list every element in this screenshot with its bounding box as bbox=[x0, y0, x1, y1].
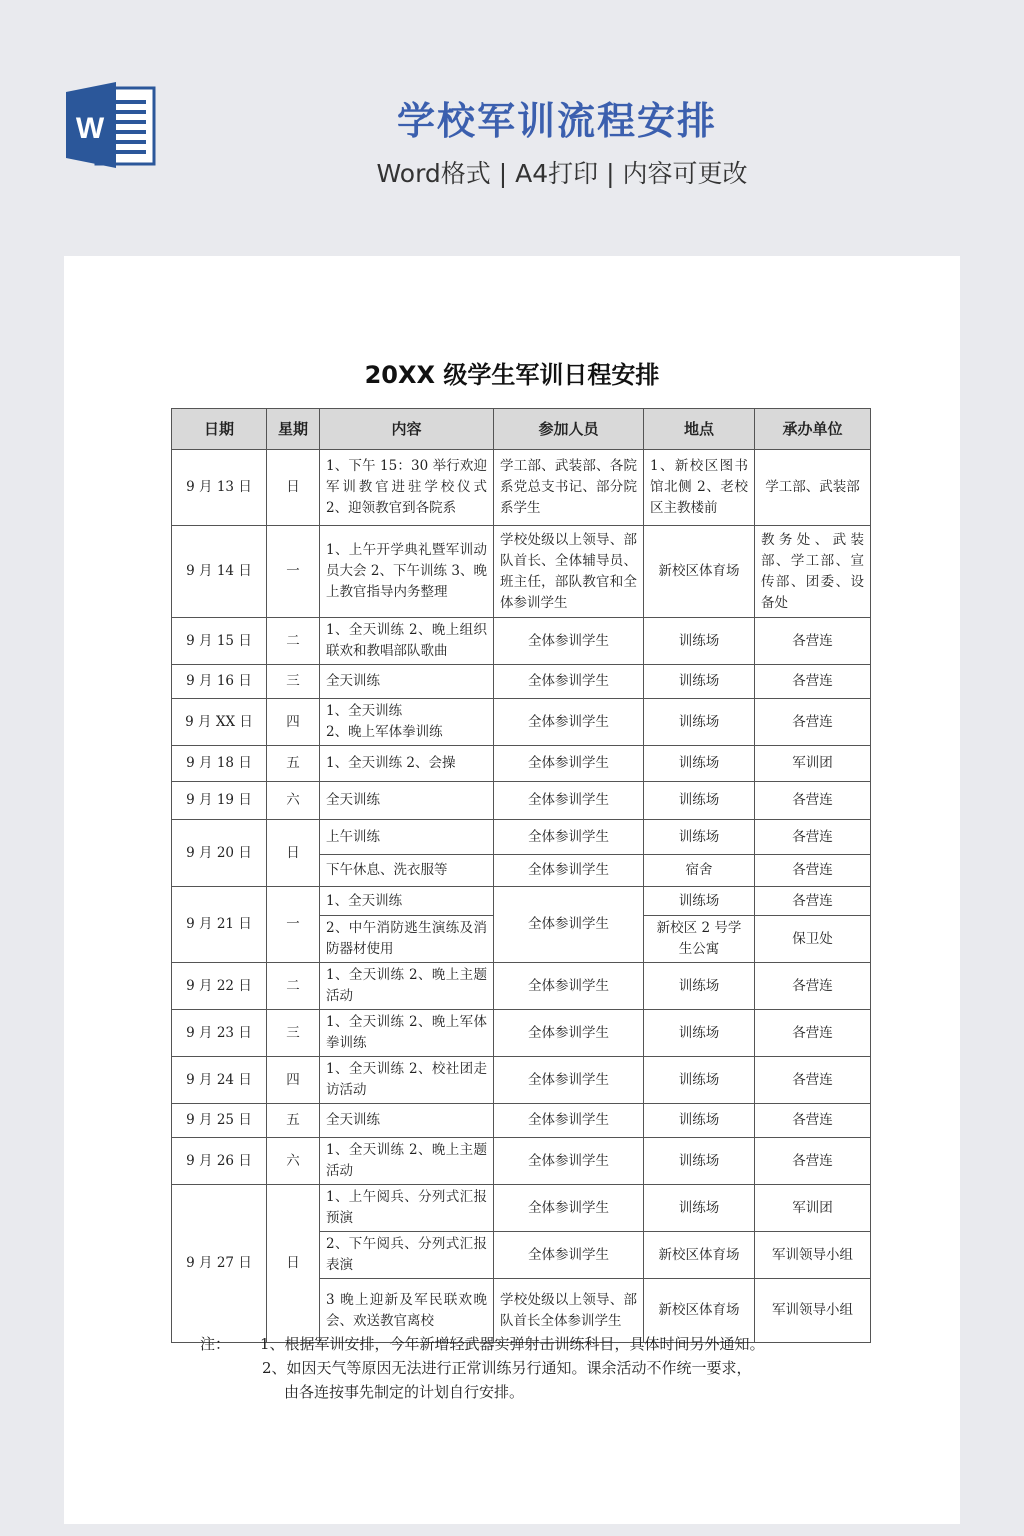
schedule-table bbox=[171, 408, 871, 1343]
note-text: 1、根据军训安排，今年新增轻武器实弹射击训练科目，具体时间另外通知。 bbox=[260, 1335, 765, 1353]
content-cell: 上午训练 bbox=[320, 820, 494, 855]
column-header: 参加人员 bbox=[494, 409, 644, 450]
content-cell: 1、全天训练 bbox=[320, 887, 494, 916]
content-cell: 2、中午消防逃生演练及消防器材使用 bbox=[320, 916, 494, 963]
people-cell: 全体参训学生 bbox=[494, 1185, 644, 1232]
note-line bbox=[200, 1356, 765, 1380]
date-cell: 9 月 19 日 bbox=[172, 782, 267, 820]
people-cell: 全体参训学生 bbox=[494, 1010, 644, 1057]
org-cell: 各营连 bbox=[755, 1057, 871, 1104]
people-cell: 全体参训学生 bbox=[494, 746, 644, 782]
note-line bbox=[200, 1380, 765, 1404]
place-cell: 训练场 bbox=[644, 665, 755, 699]
org-cell: 各营连 bbox=[755, 665, 871, 699]
table-row bbox=[172, 1138, 871, 1185]
org-cell: 保卫处 bbox=[755, 916, 871, 963]
weekday-cell: 三 bbox=[267, 1010, 320, 1057]
content-cell: 3 晚上迎新及军民联欢晚会、欢送教官离校 bbox=[320, 1279, 494, 1343]
org-cell: 教务处、武装部、学工部、宣传部、团委、设备处 bbox=[755, 526, 871, 618]
place-cell: 训练场 bbox=[644, 782, 755, 820]
people-cell: 全体参训学生 bbox=[494, 1138, 644, 1185]
date-cell: 9 月 26 日 bbox=[172, 1138, 267, 1185]
table-row bbox=[172, 887, 871, 916]
weekday-cell: 日 bbox=[267, 820, 320, 887]
content-cell: 1、全天训练 2、晚上军体拳训练 bbox=[320, 1010, 494, 1057]
content-cell: 全天训练 bbox=[320, 1104, 494, 1138]
date-cell: 9 月 25 日 bbox=[172, 1104, 267, 1138]
place-cell: 新校区 2 号学生公寓 bbox=[644, 916, 755, 963]
table-row bbox=[172, 963, 871, 1010]
content-cell: 1、全天训练 2、晚上主题活动 bbox=[320, 963, 494, 1010]
place-cell: 训练场 bbox=[644, 887, 755, 916]
content-cell: 1、下午 15：30 举行欢迎军训教官进驻学校仪式 2、迎领教官到各院系 bbox=[320, 450, 494, 526]
content-line: 1、全天训练 bbox=[326, 703, 403, 719]
table-row bbox=[172, 782, 871, 820]
place-cell: 训练场 bbox=[644, 1185, 755, 1232]
weekday-cell: 三 bbox=[267, 665, 320, 699]
weekday-cell: 日 bbox=[267, 1185, 320, 1343]
people-cell: 学校处级以上领导、部队首长全体参训学生 bbox=[494, 1279, 644, 1343]
weekday-cell: 五 bbox=[267, 746, 320, 782]
note-text: 由各连按事先制定的计划自行安排。 bbox=[284, 1383, 525, 1401]
org-cell: 各营连 bbox=[755, 855, 871, 887]
weekday-cell: 二 bbox=[267, 618, 320, 665]
notes-label: 注： bbox=[200, 1335, 231, 1353]
weekday-cell: 六 bbox=[267, 1138, 320, 1185]
content-line: 2、晚上军体拳训练 bbox=[326, 724, 443, 740]
date-cell: 9 月 21 日 bbox=[172, 887, 267, 963]
column-header: 日期 bbox=[172, 409, 267, 450]
place-cell: 训练场 bbox=[644, 1138, 755, 1185]
content-cell bbox=[320, 699, 494, 746]
column-header: 地点 bbox=[644, 409, 755, 450]
content-cell: 1、上午开学典礼暨军训动员大会 2、下午训练 3、晚上教官指导内务整理 bbox=[320, 526, 494, 618]
place-cell: 新校区体育场 bbox=[644, 526, 755, 618]
org-cell: 各营连 bbox=[755, 820, 871, 855]
table-row bbox=[172, 746, 871, 782]
people-cell: 全体参训学生 bbox=[494, 1057, 644, 1104]
date-cell: 9 月 18 日 bbox=[172, 746, 267, 782]
org-cell: 各营连 bbox=[755, 1104, 871, 1138]
place-cell: 训练场 bbox=[644, 699, 755, 746]
date-cell: 9 月 24 日 bbox=[172, 1057, 267, 1104]
weekday-cell: 五 bbox=[267, 1104, 320, 1138]
content-cell: 1、全天训练 2、校社团走访活动 bbox=[320, 1057, 494, 1104]
people-cell: 全体参训学生 bbox=[494, 618, 644, 665]
column-header: 内容 bbox=[320, 409, 494, 450]
page-subtitle: Word格式 | A4打印 | 内容可更改 bbox=[376, 159, 748, 188]
place-cell: 训练场 bbox=[644, 820, 755, 855]
column-header: 星期 bbox=[267, 409, 320, 450]
table-header-row bbox=[172, 409, 871, 450]
date-cell: 9 月 20 日 bbox=[172, 820, 267, 887]
place-cell: 训练场 bbox=[644, 618, 755, 665]
content-cell: 1、全天训练 2、晚上主题活动 bbox=[320, 1138, 494, 1185]
table-row bbox=[172, 665, 871, 699]
table-row bbox=[172, 699, 871, 746]
column-header: 承办单位 bbox=[755, 409, 871, 450]
content-cell: 全天训练 bbox=[320, 665, 494, 699]
date-cell: 9 月 XX 日 bbox=[172, 699, 267, 746]
people-cell: 全体参训学生 bbox=[494, 855, 644, 887]
svg-text:W: W bbox=[75, 112, 105, 145]
weekday-cell: 四 bbox=[267, 1057, 320, 1104]
content-cell: 下午休息、洗衣服等 bbox=[320, 855, 494, 887]
place-cell: 宿舍 bbox=[644, 855, 755, 887]
table-row bbox=[172, 450, 871, 526]
weekday-cell: 四 bbox=[267, 699, 320, 746]
people-cell: 全体参训学生 bbox=[494, 699, 644, 746]
weekday-cell: 二 bbox=[267, 963, 320, 1010]
place-cell: 新校区体育场 bbox=[644, 1279, 755, 1343]
document-title: 20XX 级学生军训日程安排 bbox=[364, 361, 660, 389]
org-cell: 军训团 bbox=[755, 746, 871, 782]
people-cell: 全体参训学生 bbox=[494, 887, 644, 963]
date-cell: 9 月 15 日 bbox=[172, 618, 267, 665]
people-cell: 全体参训学生 bbox=[494, 963, 644, 1010]
org-cell: 各营连 bbox=[755, 963, 871, 1010]
table-row bbox=[172, 820, 871, 855]
date-cell: 9 月 16 日 bbox=[172, 665, 267, 699]
people-cell: 全体参训学生 bbox=[494, 1104, 644, 1138]
org-cell: 各营连 bbox=[755, 1138, 871, 1185]
content-cell: 1、全天训练 2、晚上组织联欢和教唱部队歌曲 bbox=[320, 618, 494, 665]
org-cell: 各营连 bbox=[755, 887, 871, 916]
org-cell: 各营连 bbox=[755, 618, 871, 665]
place-cell: 训练场 bbox=[644, 1057, 755, 1104]
people-cell: 全体参训学生 bbox=[494, 665, 644, 699]
date-cell: 9 月 23 日 bbox=[172, 1010, 267, 1057]
place-cell: 新校区体育场 bbox=[644, 1232, 755, 1279]
weekday-cell: 日 bbox=[267, 450, 320, 526]
table-row bbox=[172, 618, 871, 665]
note-text: 2、如因天气等原因无法进行正常训练另行通知。课余活动不作统一要求， bbox=[262, 1359, 752, 1377]
weekday-cell: 一 bbox=[267, 526, 320, 618]
table-row bbox=[172, 526, 871, 618]
org-cell: 学工部、武装部 bbox=[755, 450, 871, 526]
notes-section bbox=[200, 1332, 765, 1404]
table-row bbox=[172, 1010, 871, 1057]
place-cell: 训练场 bbox=[644, 1104, 755, 1138]
org-cell: 各营连 bbox=[755, 1010, 871, 1057]
place-cell: 1、新校区图书馆北侧 2、老校区主教楼前 bbox=[644, 450, 755, 526]
place-cell: 训练场 bbox=[644, 1010, 755, 1057]
weekday-cell: 六 bbox=[267, 782, 320, 820]
people-cell: 全体参训学生 bbox=[494, 1232, 644, 1279]
people-cell: 学校处级以上领导、部队首长、全体辅导员、班主任，部队教官和全体参训学生 bbox=[494, 526, 644, 618]
date-cell: 9 月 13 日 bbox=[172, 450, 267, 526]
org-cell: 军训团 bbox=[755, 1185, 871, 1232]
date-cell: 9 月 14 日 bbox=[172, 526, 267, 618]
content-cell: 1、全天训练 2、会操 bbox=[320, 746, 494, 782]
table-row bbox=[172, 1057, 871, 1104]
people-cell: 学工部、武装部、各院系党总支书记、部分院系学生 bbox=[494, 450, 644, 526]
content-cell: 1、上午阅兵、分列式汇报预演 bbox=[320, 1185, 494, 1232]
content-cell: 全天训练 bbox=[320, 782, 494, 820]
org-cell: 各营连 bbox=[755, 782, 871, 820]
org-cell: 军训领导小组 bbox=[755, 1279, 871, 1343]
org-cell: 各营连 bbox=[755, 699, 871, 746]
table-row bbox=[172, 1104, 871, 1138]
weekday-cell: 一 bbox=[267, 887, 320, 963]
note-line bbox=[200, 1332, 765, 1356]
date-cell: 9 月 22 日 bbox=[172, 963, 267, 1010]
table-row bbox=[172, 1185, 871, 1232]
content-cell: 2、下午阅兵、分列式汇报表演 bbox=[320, 1232, 494, 1279]
page-title: 学校军训流程安排 bbox=[396, 99, 717, 143]
place-cell: 训练场 bbox=[644, 963, 755, 1010]
people-cell: 全体参训学生 bbox=[494, 820, 644, 855]
people-cell: 全体参训学生 bbox=[494, 782, 644, 820]
org-cell: 军训领导小组 bbox=[755, 1232, 871, 1279]
date-cell: 9 月 27 日 bbox=[172, 1185, 267, 1343]
place-cell: 训练场 bbox=[644, 746, 755, 782]
